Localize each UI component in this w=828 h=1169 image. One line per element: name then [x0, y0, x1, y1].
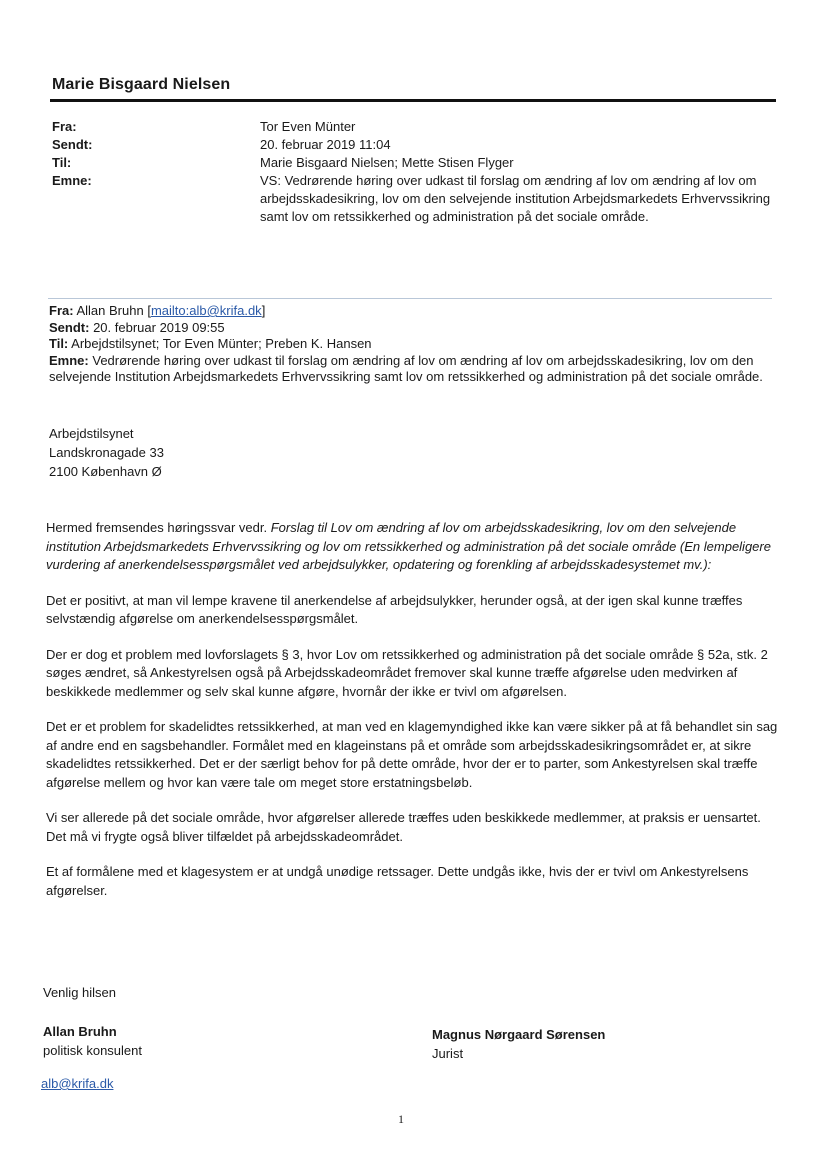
- letter-body: [46, 519, 778, 917]
- from-value: Tor Even Münter: [260, 119, 356, 134]
- paragraph-1: Det er positivt, at man vil lempe kravene til anerkendelse af arbejdsulykker, herunder også, at der igen skal kunne træffes selvstændig afgørelse om anerkendelsesspørgsmålet.: [46, 592, 743, 626]
- fwd-sent-line: [49, 320, 773, 337]
- subject-value: VS: Vedrørende høring over udkast til forslag om ændring af lov om ændring af lov om arbejdsskadesikring, lov om den selvejende institution Arbejdsmarkedets Erhvervssikring samt lov om retssikkerhed og administration på det sociale område.: [260, 173, 771, 224]
- signature-left: [43, 1022, 142, 1060]
- fwd-sent-label: Sendt:: [49, 319, 90, 335]
- sent-label: Sendt:: [52, 137, 93, 152]
- fwd-subject-label: Emne:: [49, 352, 89, 368]
- address-line-3: 2100 København Ø: [49, 464, 162, 479]
- subject-label: Emne:: [52, 173, 92, 188]
- sent-value: 20. februar 2019 11:04: [260, 137, 391, 152]
- address-line-2: Landskronagade 33: [49, 445, 164, 460]
- fwd-from-label: Fra:: [49, 303, 74, 318]
- to-value: Marie Bisgaard Nielsen; Mette Stisen Flyger: [260, 155, 514, 170]
- fwd-to-line: [49, 336, 773, 353]
- fwd-subject-line: [49, 353, 773, 386]
- signature-left-title: politisk konsulent: [43, 1043, 142, 1058]
- intro-plain: Hermed fremsendes høringssvar vedr.: [46, 520, 271, 535]
- fwd-from-close-bracket: ]: [261, 303, 266, 318]
- fwd-from-open-bracket: [: [147, 303, 151, 318]
- signature-right-name: Magnus Nørgaard Sørensen: [432, 1027, 606, 1042]
- fwd-mailto-link[interactable]: mailto:alb@krifa.dk: [150, 303, 262, 318]
- paragraph-2: Der er dog et problem med lovforslagets § 3, hvor Lov om retssikkerhed og administration på det sociale område § 52a, stk. 2 søges ændret, så Ankestyrelsen også på Arbejdsskadeområdet fremover skal kunne træffe afgørelse uden medvirken af beskikkede medlemmer og selv skal kunne afgøre, hvornår der ikke er tvivl om afgørelsen.: [46, 646, 768, 699]
- header-labels: [52, 118, 92, 190]
- recipient-address: [49, 424, 164, 481]
- header-rule: [50, 99, 776, 102]
- from-label: Fra:: [52, 119, 77, 134]
- forward-separator: [48, 298, 772, 299]
- fwd-to-label: Til:: [49, 336, 69, 351]
- fwd-subject-value: Vedrørende høring over udkast til forslag om ændring af lov om ændring af lov om arbejdsskadesikring, lov om den selvejende Institution Arbejdsmarkedets Erhvervssikring samt lov om retssikkerhed og administration på det sociale område.: [49, 352, 763, 384]
- signature-right: [432, 1025, 605, 1063]
- forwarded-header: [49, 303, 773, 386]
- closing-greeting: Venlig hilsen: [43, 985, 116, 1000]
- paragraph-3: Det er et problem for skadelidtes retssikkerhed, at man ved en klagemyndighed ikke kan være sikker på at få behandlet sin sag af andre end en sagsbehandler. Formålet med en klageinstans på et område som arbejdsskadesikringsområdet er, at sikre skadelidtes retssikkerhed. Det er der særligt behov for på dette område, hvor der er to parter, som Ankestyrelsen skal træffe afgørelse mellem og hvor kan være tale om meget store erstatningsbeløb.: [46, 719, 778, 790]
- fwd-to-value: Arbejdstilsynet; Tor Even Münter; Preben K. Hansen: [71, 336, 372, 351]
- signature-left-name: Allan Bruhn: [43, 1024, 117, 1039]
- intro-italic: Forslag til Lov om ændring af lov om arbejdsskadesikring, lov om den selvejende institution Arbejdsmarkedets Erhvervssikring og lov om retssikkerhed og administration på det sociale område (En lempeligere vurdering af anerkendelsesspørgsmålet ved arbejdsulykker, opdatering og forenkling af arbejdsskadesystemet mv.):: [46, 520, 771, 572]
- paragraph-5: Et af formålene med et klagesystem er at undgå unødige retssager. Dette undgås ikke, hvis der er tvivl om Ankestyrelsens afgørelser.: [46, 864, 749, 898]
- address-line-1: Arbejdstilsynet: [49, 426, 134, 441]
- paragraph-4: Vi ser allerede på det sociale område, hvor afgørelser allerede træffes uden beskikkede medlemmer, at praksis er uensartet. Det må vi frygte også bliver tilfældet på arbejdsskadeområdet.: [46, 810, 761, 844]
- page-number: 1: [398, 1112, 404, 1126]
- signature-right-title: Jurist: [432, 1046, 464, 1061]
- fwd-from-line: [49, 303, 773, 320]
- to-label: Til:: [52, 155, 72, 170]
- email-link[interactable]: alb@krifa.dk: [41, 1076, 114, 1091]
- intro-paragraph: [46, 519, 778, 575]
- fwd-from-name: Allan Bruhn: [76, 303, 144, 318]
- header-values: [260, 118, 780, 226]
- mailbox-owner-name: Marie Bisgaard Nielsen: [52, 76, 231, 93]
- fwd-sent-value: 20. februar 2019 09:55: [93, 319, 225, 335]
